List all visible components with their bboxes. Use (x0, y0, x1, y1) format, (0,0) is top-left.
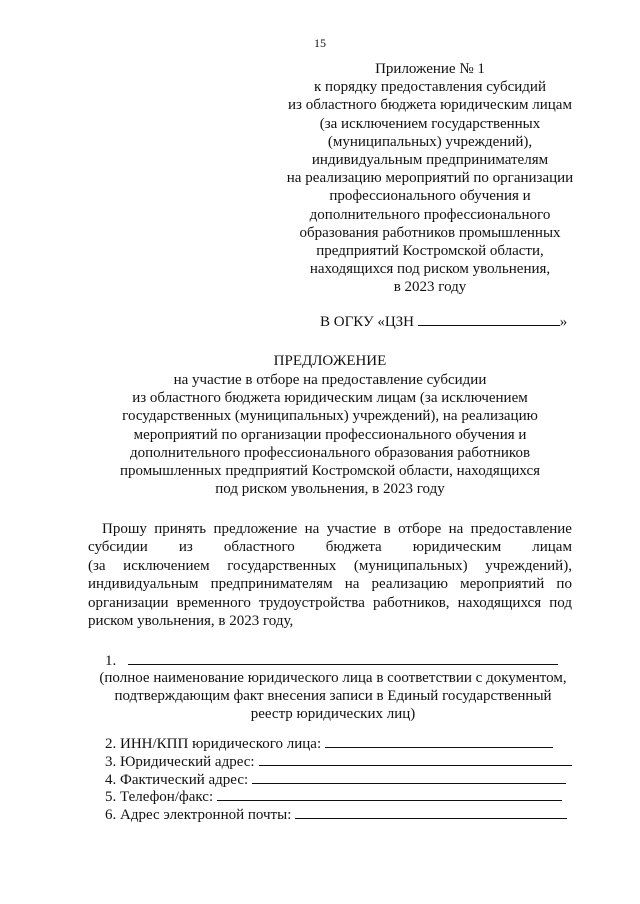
actual-address-row (105, 770, 575, 788)
paragraph-word: предоставление (470, 521, 572, 537)
paragraph-word: мероприятий (460, 576, 545, 593)
paragraph-word: под (549, 594, 572, 611)
email-label: 6. Адрес электронной почты: (105, 807, 292, 824)
inn-kpp-label: 2. ИНН/КПП юридического лица: (105, 736, 322, 752)
paragraph-word: предпринимателям (210, 576, 333, 593)
request-paragraph (88, 520, 572, 630)
paragraph-word: находящихся (457, 594, 542, 611)
paragraph-line (88, 575, 572, 593)
legal-address-label: 3. Юридический адрес: (105, 753, 255, 770)
item-1-note (88, 669, 578, 724)
legal-entity-name-field[interactable] (128, 650, 558, 665)
appendix-line: на реализацию мероприятий по организации (286, 170, 574, 187)
paragraph-line (88, 557, 572, 575)
appendix-line: предприятий Костромской области, (316, 243, 544, 260)
addressee-suffix: » (559, 314, 568, 330)
paragraph-word: областного (223, 539, 295, 556)
inn-kpp-field[interactable] (325, 734, 553, 748)
paragraph-word: учреждений), (485, 557, 572, 574)
appendix-line: в 2023 году (393, 279, 467, 296)
document-subtitle (90, 371, 570, 498)
appendix-line: находящихся под риском увольнения, (309, 261, 551, 278)
actual-address-label: 4. Фактический адрес: (105, 771, 249, 788)
email-row (105, 805, 575, 823)
legal-address-field[interactable] (259, 752, 572, 766)
paragraph-line (88, 594, 572, 612)
paragraph-word: из (178, 539, 193, 556)
appendix-line: дополнительного профессионального (309, 206, 551, 223)
paragraph-line (88, 612, 572, 630)
phone-fax-label: 5. Телефон/факс: (105, 789, 214, 806)
subtitle-line: на участие в отборе на предоставление субсидии (173, 372, 487, 388)
paragraph-word: на (448, 521, 464, 537)
paragraph-word: участие (326, 521, 377, 537)
paragraph-word: исключением (123, 557, 210, 574)
paragraph-word: (за (88, 557, 106, 574)
appendix-line: (за исключением государственных (319, 115, 541, 132)
paragraph-word: (муниципальных) (353, 557, 468, 574)
item-1-row (105, 650, 570, 670)
item-1-note-line: подтверждающим факт внесения записи в Единый государственный (114, 688, 552, 705)
paragraph-word: юридическим (412, 539, 502, 556)
paragraph-word: работников, (372, 594, 450, 611)
inn-kpp-row (105, 734, 575, 752)
paragraph-word: индивидуальным (88, 576, 199, 593)
legal-address-row (105, 752, 575, 770)
paragraph-word: лицам (532, 539, 572, 556)
paragraph-word: принять (154, 521, 207, 537)
paragraph-word: предложение (213, 521, 298, 537)
appendix-line: индивидуальным предпринимателям (311, 152, 549, 169)
addressee-blank-field[interactable] (418, 311, 560, 326)
paragraph-word: на (304, 521, 320, 537)
paragraph-line (88, 538, 572, 556)
subtitle-line: под риском увольнения, в 2023 году (215, 481, 445, 498)
email-field[interactable] (295, 805, 567, 819)
appendix-line: из областного бюджета юридическим лицам (288, 97, 572, 114)
phone-fax-row (105, 787, 575, 805)
paragraph-word: временного (176, 594, 251, 611)
paragraph-word: реализацию (371, 576, 448, 593)
appendix-line: профессионального обучения и (329, 188, 531, 205)
paragraph-word: по (556, 576, 572, 593)
form-fields (105, 734, 575, 823)
phone-fax-field[interactable] (217, 787, 562, 801)
paragraph-line (88, 520, 572, 538)
item-1-note-line: (полное наименование юридического лица в соответствии с документом, (99, 670, 567, 686)
paragraph-word: отборе (398, 521, 442, 537)
addressee-line (320, 311, 580, 331)
paragraph-word: организации (88, 594, 169, 611)
paragraph-word: в (383, 521, 391, 537)
appendix-header (260, 60, 600, 297)
paragraph-word: субсидии (88, 539, 148, 556)
appendix-line: (муниципальных) учреждений), (327, 133, 533, 150)
page-number: 15 (314, 36, 326, 50)
paragraph-word: государственных (227, 557, 337, 574)
subtitle-line: государственных (муниципальных) учреждений), на реализацию (122, 408, 538, 425)
subtitle-line: дополнительного профессионального образования работников (129, 444, 531, 461)
item-1-number: 1. (105, 653, 117, 669)
paragraph-word: бюджета (325, 539, 382, 556)
item-1-note-line: реестр юридических лиц) (250, 706, 416, 723)
actual-address-field[interactable] (252, 770, 566, 784)
paragraph-word: риском увольнения, в 2023 году, (88, 613, 294, 630)
document-title: ПРЕДЛОЖЕНИЕ (273, 353, 387, 369)
addressee-prefix: В ОГКУ «ЦЗН (320, 314, 415, 330)
subtitle-line: промышленных предприятий Костромской области, находящихся (119, 463, 541, 480)
paragraph-word: на (344, 576, 360, 593)
subtitle-line: мероприятий по организации профессионального обучения и (133, 426, 527, 443)
appendix-line: образования работников промышленных (299, 224, 561, 241)
appendix-line: Приложение № 1 (375, 61, 485, 77)
subtitle-line: из областного бюджета юридическим лицам (за исключением (132, 390, 528, 407)
paragraph-word: трудоустройства (259, 594, 365, 611)
appendix-line: к порядку предоставления субсидий (314, 79, 546, 96)
paragraph-word: Прошу (102, 521, 147, 537)
